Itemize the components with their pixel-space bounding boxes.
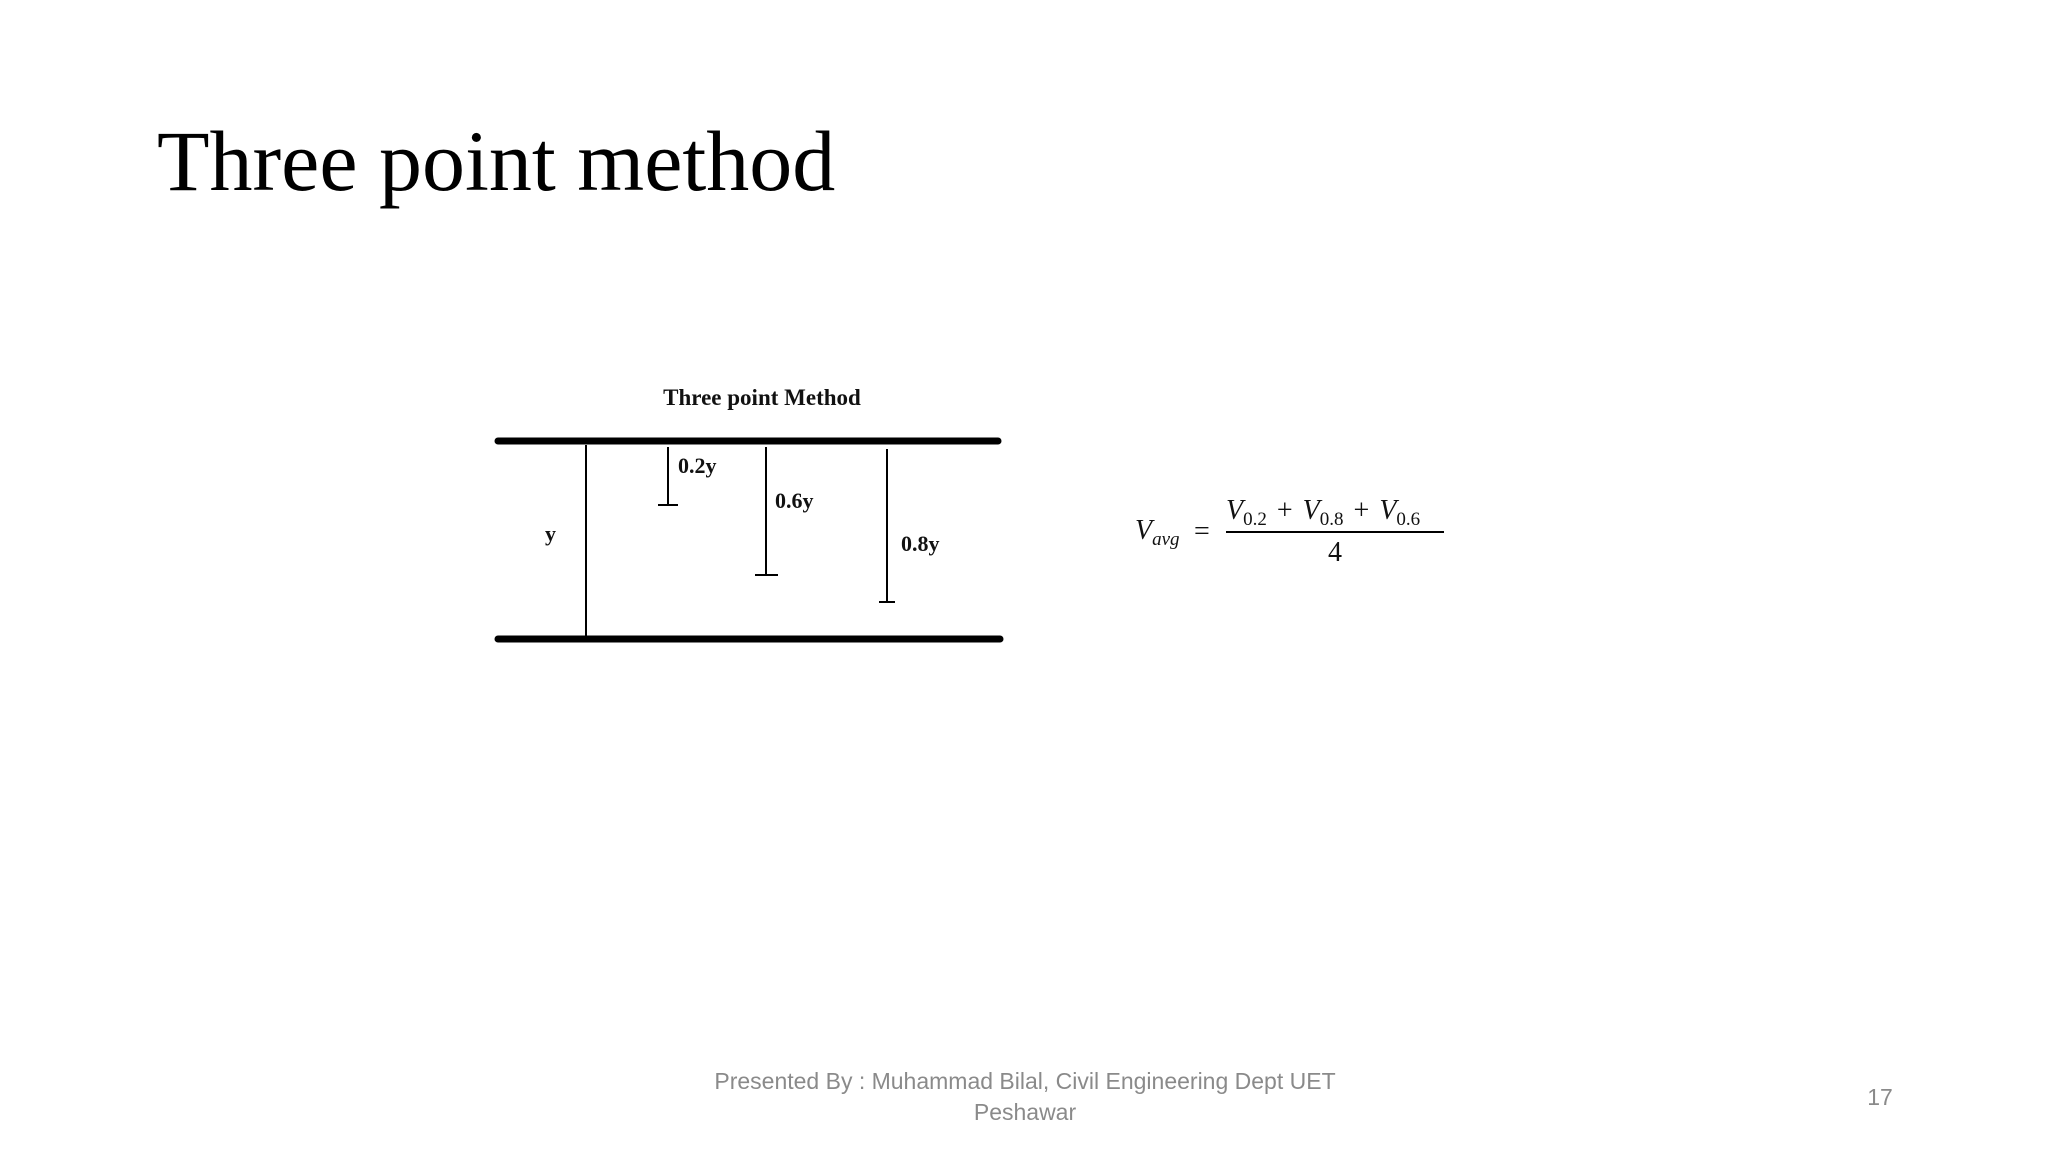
formula-plus-1: + [1276,495,1293,526]
page-number: 17 [1867,1084,1893,1110]
diagram-svg [480,365,1500,665]
formula-denominator: 4 [1328,537,1342,568]
formula-term-1-subscript: 0.2 [1243,509,1267,530]
average-velocity-formula [1135,495,1444,568]
svg-text:V0.2+V0.8+V0.6 [1226,495,1420,530]
point-02-label: 0.2y [678,453,717,478]
point-06-label: 0.6y [775,488,814,513]
formula-term-2-symbol: V [1302,495,1320,526]
formula-equals: = [1194,516,1210,547]
diagram-caption: Three point Method [663,385,861,410]
three-point-diagram [480,365,1500,665]
formula-term-2-subscript: 0.8 [1319,509,1344,530]
formula-term-3-subscript: 0.6 [1396,509,1421,530]
footer-line-1: Presented By : Muhammad Bilal, Civil Engineering Dept UET [714,1068,1336,1094]
point-08-label: 0.8y [901,531,940,556]
formula-lhs-subscript: avg [1152,529,1180,550]
depth-label: y [545,521,556,546]
footer-credit [660,1066,1390,1128]
svg-text:Vavg [1135,515,1180,550]
formula-term-3-symbol: V [1379,495,1397,526]
formula-plus-2: + [1353,495,1370,526]
slide-title: Three point method [157,113,836,209]
formula-term-1-symbol: V [1226,495,1244,526]
footer-line-2: Peshawar [973,1099,1077,1125]
formula-lhs-symbol: V [1135,515,1153,546]
